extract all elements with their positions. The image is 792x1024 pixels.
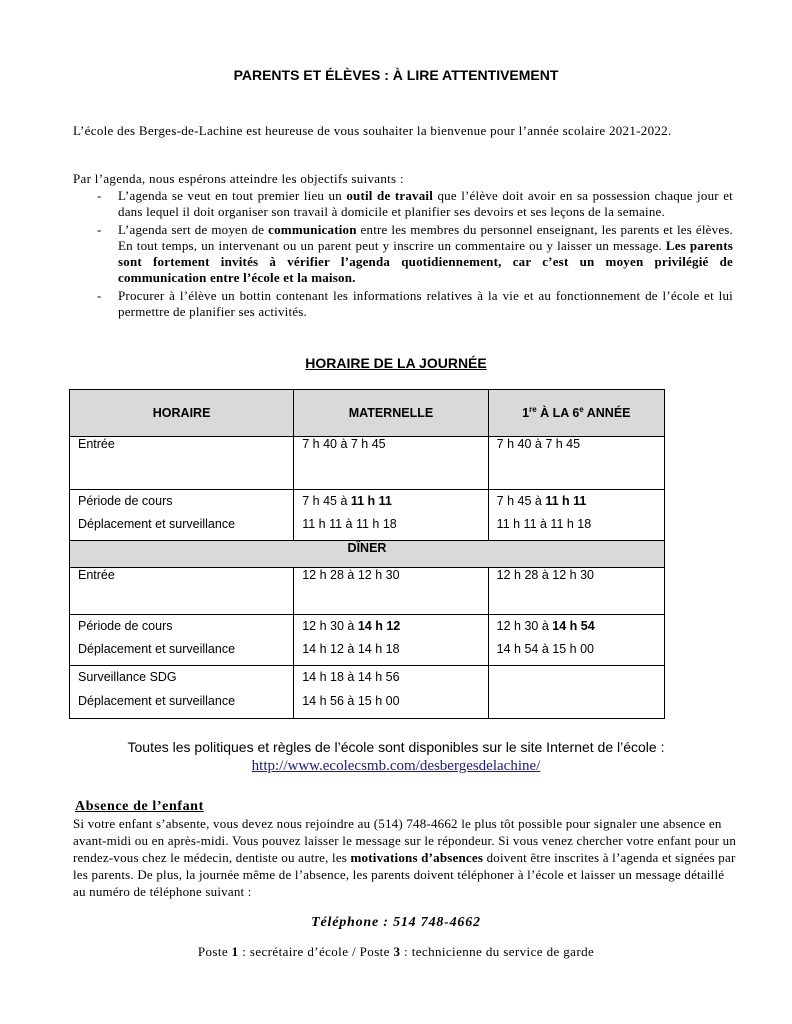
- table-row: [70, 615, 665, 666]
- phone-number: Téléphone : 514 748-4662: [311, 915, 481, 930]
- objective-bold: outil de travail: [346, 188, 434, 203]
- row-maternelle: 7 h 40 à 7 h 45: [294, 437, 488, 490]
- objective-bold: communication: [268, 222, 357, 237]
- schedule-table: [69, 389, 665, 719]
- schedule-title: HORAIRE DE LA JOURNÉE: [305, 355, 487, 371]
- policy-link[interactable]: http://www.ecolecsmb.com/desbergesdelachine/: [251, 758, 541, 774]
- intro-paragraph: L’école des Berges-de-Lachine est heureuse de vous souhaiter la bienvenue pour l’année scolaire 2021-2022.: [73, 123, 672, 138]
- objectives-list: [73, 188, 733, 322]
- bullet-dash: -: [97, 222, 102, 237]
- bullet-dash: -: [97, 288, 102, 303]
- objectives-intro: Par l’agenda, nous espérons atteindre les objectifs suivants :: [73, 171, 404, 186]
- diner-label: DÎNER: [70, 541, 665, 568]
- row-label: Période de cours Déplacement et surveillance: [70, 615, 294, 666]
- objective-bold: Les parents sont fortement invités à vérifier l’agenda quotidiennement, car c’est un moyen privilégié de communication entre l’école et la maison.: [118, 238, 733, 285]
- objective-item: [73, 222, 733, 286]
- row-primaire: 12 h 30 à 14 h 54 14 h 54 à 15 h 00: [488, 615, 664, 666]
- table-row-diner: [70, 541, 665, 568]
- row-label: Entrée: [70, 568, 294, 615]
- absence-title: Absence de l’enfant: [75, 799, 204, 814]
- objective-text: que l’élève doit avoir en sa possession chaque jour et dans lequel il doit organiser son travail à domicile et planifier ses devoirs et ses leçons de la semaine.: [118, 188, 733, 219]
- absence-paragraph: Si votre enfant s’absente, vous devez nous rejoindre au (514) 748-4662 le plus tôt possible pour signaler une absence en avant-midi ou en après-midi. Vous pouvez laisser le message sur le répondeur. Si vous venez chercher votre enfant pour un rendez-vous chez le médecin, dentiste ou autre, les motivations d’absences doivent être inscrites à l’agenda et signées par les parents. De plus, la journée même de l’absence, les parents doivent téléphoner à l’école et laisser un message détaillé au numéro de téléphone suivant :: [73, 816, 737, 899]
- objective-item: [73, 288, 733, 320]
- objective-text: L’agenda se veut en tout premier lieu un: [118, 188, 347, 203]
- row-label: Période de cours Déplacement et surveillance: [70, 490, 294, 541]
- table-header-row: [70, 390, 665, 437]
- header-horaire: HORAIRE: [70, 390, 294, 437]
- objective-text: Procurer à l’élève un bottin contenant les informations relatives à la vie et au fonctionnement de l’école et lui permettre de planifier ses activités.: [118, 288, 733, 319]
- policy-text: Toutes les politiques et règles de l’école sont disponibles sur le site Internet de l’école :: [127, 739, 665, 755]
- row-maternelle: 7 h 45 à 11 h 11 11 h 11 à 11 h 18: [294, 490, 488, 541]
- row-label: Entrée: [70, 437, 294, 490]
- row-maternelle: 14 h 18 à 14 h 56 14 h 56 à 15 h 00: [294, 666, 488, 719]
- objective-text: L’agenda sert de moyen de: [118, 222, 269, 237]
- row-primaire: [488, 666, 664, 719]
- objective-text: entre les membres du personnel enseignant, les parents et les élèves. En tout temps, un intervenant ou un parent peut y inscrire un commentaire ou y laisser un message.: [118, 222, 733, 253]
- header-primaire: 1re À LA 6e ANNÉE: [488, 390, 664, 437]
- bullet-dash: -: [97, 188, 102, 203]
- table-row: [70, 568, 665, 615]
- row-maternelle: 12 h 28 à 12 h 30: [294, 568, 488, 615]
- table-row: [70, 437, 665, 490]
- page-title: PARENTS ET ÉLÈVES : À LIRE ATTENTIVEMENT: [233, 67, 559, 83]
- row-primaire: 12 h 28 à 12 h 30: [488, 568, 664, 615]
- row-maternelle: 12 h 30 à 14 h 12 14 h 12 à 14 h 18: [294, 615, 488, 666]
- row-label: Surveillance SDG Déplacement et surveillance: [70, 666, 294, 719]
- row-primaire: 7 h 40 à 7 h 45: [488, 437, 664, 490]
- objective-item: [73, 188, 733, 220]
- table-row: [70, 490, 665, 541]
- table-row: [70, 666, 665, 719]
- row-primaire: 7 h 45 à 11 h 11 11 h 11 à 11 h 18: [488, 490, 664, 541]
- extensions-line: Poste 1 : secrétaire d’école / Poste 3 : technicienne du service de garde: [197, 944, 595, 959]
- header-maternelle: MATERNELLE: [294, 390, 488, 437]
